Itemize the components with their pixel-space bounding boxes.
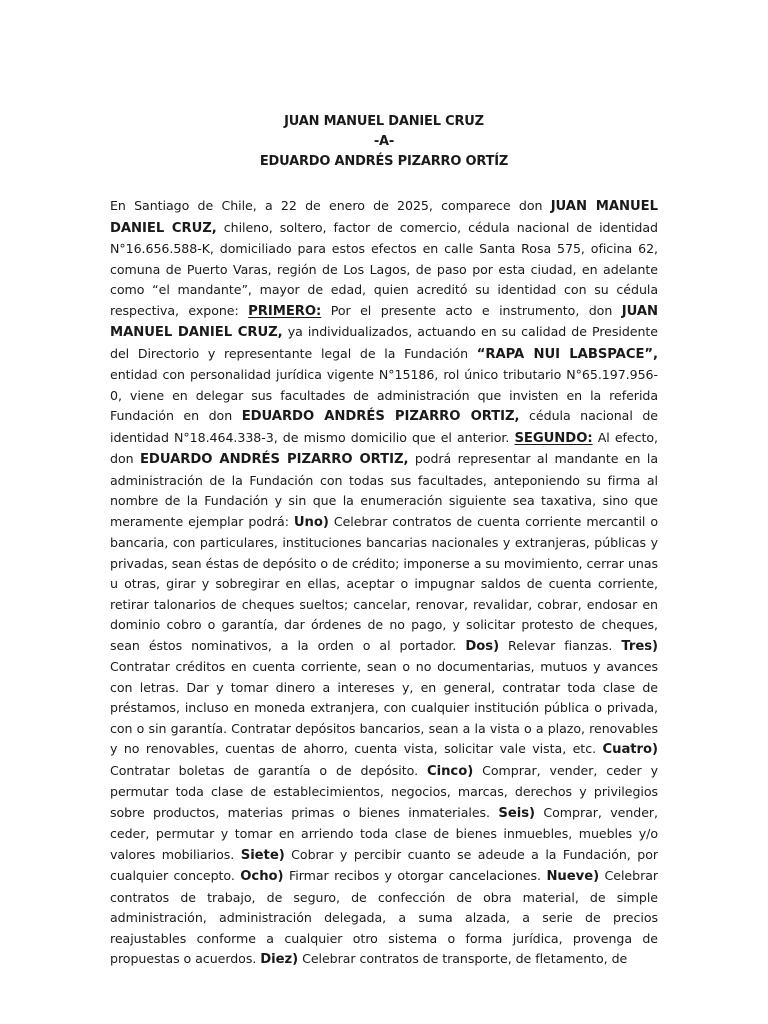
body-text-segment: chileno, soltero, factor de comercio, cédula nacional de identidad N°16.656.588-K, domiciliado para estos efectos en calle Santa Rosa 575, oficina 62, comuna de Puerto Varas, región de Los Lagos, de paso por esta ciudad, en adelante como “el mandante”, mayor de edad, quien acreditó su identidad con su cédula respectiva, expone: — [110, 219, 658, 318]
agent-name-bold: EDUARDO ANDRÉS PIZARRO ORTIZ, — [139, 452, 409, 467]
body-text-segment: Comprar, vender, ceder, permutar y tomar en arriendo toda clase de bienes inmuebles, muebles y/o valores mobiliarios. — [110, 804, 658, 862]
grantor-name-bold: JUAN MANUEL DANIEL CRUZ, — [110, 199, 658, 236]
item-number-tres: Tres) — [621, 638, 658, 654]
grantor-name-bold: JUAN MANUEL DANIEL CRUZ, — [110, 303, 658, 340]
body-text-segment: Firmar recibos y otorgar cancelaciones. — [283, 868, 547, 883]
item-number-ocho: Ocho) — [240, 869, 284, 884]
clause-heading-segundo: SEGUNDO: — [514, 430, 593, 446]
agent-name-bold: EDUARDO ANDRÉS PIZARRO ORTIZ, — [241, 409, 520, 424]
body-text-segment: Por el presente acto e instrumento, don — [321, 302, 622, 318]
body-text-segment: Cobrar y percibir cuanto se adeude a la Fundación, por cualquier concepto. — [110, 846, 658, 883]
body-text-segment: Celebrar contratos de transporte, de fletamento, de — [298, 951, 628, 966]
foundation-name-bold: “RAPA NUI LABSPACE”, — [476, 346, 658, 362]
body-text-segment: En Santiago de Chile, a 22 de enero de 2025, comparece don — [110, 198, 551, 213]
item-number-cuatro: Cuatro) — [602, 742, 658, 757]
item-number-nueve: Nueve) — [546, 869, 600, 884]
body-text-segment: entidad con personalidad jurídica vigente N°15186, rol único tributario N°65.197.956-0, viene en delegar sus facultades de administración que invisten en la referida Fundación en don — [110, 367, 658, 423]
document-body — [110, 196, 658, 971]
item-number-diez: Diez) — [260, 952, 299, 967]
header-agent-name: EDUARDO ANDRÉS PIZARRO ORTÍZ — [259, 154, 509, 169]
body-text-segment: podrá representar al mandante en la administración de la Fundación con todas sus facultades, anteponiendo su firma al nombre de la Fundación y sin que la enumeración siguiente sea taxativa, sino que meramente ejemplar podrá: — [110, 451, 659, 529]
body-text-segment: ya individualizados, actuando en su calidad de Presidente del Directorio y representante legal de la Fundación — [110, 324, 658, 361]
clause-heading-primero: PRIMERO: — [248, 303, 322, 319]
item-number-cinco: Cinco) — [427, 763, 474, 779]
item-number-seis: Seis) — [498, 805, 535, 821]
body-text-segment: Contratar créditos en cuenta corriente, sean o no documentarias, mutuos y avances con letras. Dar y tomar dinero a intereses y, en general, contratar toda clase de préstamos, incluso en moneda extranjera, con cualquier institución pública o privada, con o sin garantía. Contratar depósitos bancarios, sean a la vista o a plazo, renovables y no renovables, cuentas de ahorro, cuenta vista, solicitar vale vista, etc. — [110, 659, 658, 756]
item-number-dos: Dos) — [465, 638, 500, 654]
header-separator: -A- — [373, 134, 395, 149]
body-text-segment: Comprar, vender, ceder y permutar toda clase de establecimientos, negocios, marcas, derechos y privilegios sobre productos, materias primas o bienes inmateriales. — [110, 762, 658, 820]
item-number-siete: Siete) — [240, 847, 285, 863]
item-number-uno: Uno) — [293, 514, 329, 530]
body-text-segment: cédula nacional de identidad N°18.464.338-3, de mismo domicilio que el anterior. — [110, 408, 658, 445]
body-text-segment: Relevar fianzas. — [499, 637, 622, 653]
document-header — [0, 112, 768, 172]
body-text-segment: Celebrar contratos de cuenta corriente mercantil o bancaria, con particulares, instituciones bancarias nacionales y extranjeras, públicas y privadas, sean éstas de depósito o de crédito; imponerse a su movimiento, cerrar unas u otras, girar y sobregirar en ellas, aceptar o impugnar saldos de cuenta corriente, retirar talonarios de cheques sueltos; cancelar, renovar, revalidar, cobrar, endosar en dominio cobro o garantía, dar órdenes de no pago, y solicitar protesto de cheques, sean éstos nominativos, a la orden o al portador. — [110, 513, 658, 653]
header-grantor-name: JUAN MANUEL DANIEL CRUZ — [284, 114, 484, 129]
body-text-segment: Al efecto, don — [110, 429, 658, 466]
body-text-segment: Celebrar contratos de trabajo, de seguro, de confección de obra material, de simple administración, administración delegada, a suma alzada, a serie de precios reajustables conforme a cualquier otro sistema o forma jurídica, provenga de propuestas o acuerdos. — [110, 868, 658, 966]
body-text-segment: Contratar boletas de garantía o de depósito. — [110, 762, 427, 778]
